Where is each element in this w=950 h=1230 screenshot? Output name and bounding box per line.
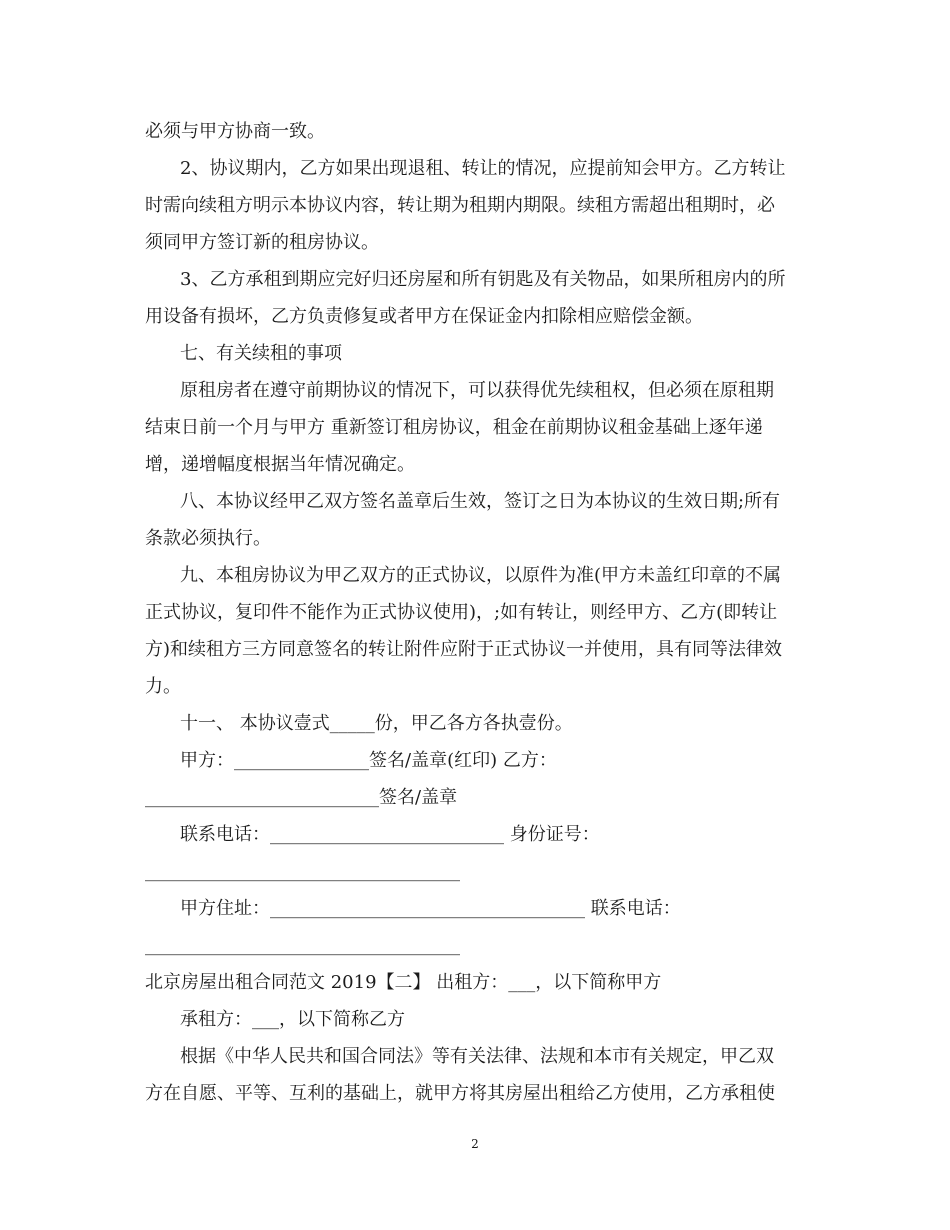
page-number: 2 <box>471 1137 479 1151</box>
paragraph-line: 承租方：___，以下简称乙方 <box>180 1009 405 1030</box>
signature-line: __________________________签名/盖章 <box>145 787 458 808</box>
paragraph-line: 结束日前一个月与甲方 重新签订租房协议，租金在前期协议租金基础上逐年递 <box>145 417 763 438</box>
address-line: 甲方住址：___________________________________ 联系电话： <box>180 898 681 919</box>
paragraph-line: 增，递增幅度根据当年情况确定。 <box>145 454 415 475</box>
paragraph-line: 正式协议，复印件不能作为正式协议使用)，;如有转让，则经甲方、乙方(即转让 <box>145 602 778 623</box>
paragraph-line: 必须与甲方协商一致。 <box>145 121 325 142</box>
paragraph-line: 九、本租房协议为甲乙双方的正式协议，以原件为准(甲方未盖红印章的不属 <box>180 565 782 586</box>
paragraph-line: 根据《中华人民共和国合同法》等有关法律、法规和本市有关规定，甲乙双 <box>180 1046 774 1067</box>
paragraph-line: 须同甲方签订新的租房协议。 <box>145 232 379 253</box>
blank-line: ___________________________________ <box>145 861 460 882</box>
paragraph-line: 3、乙方承租到期应完好归还房屋和所有钥匙及有关物品，如果所租房内的所 <box>180 269 786 290</box>
section-heading: 七、有关续租的事项 <box>180 343 342 364</box>
paragraph-line: 2、协议期内，乙方如果出现退租、转让的情况，应提前知会甲方。乙方转让 <box>180 158 786 179</box>
signature-line: 甲方：_______________签名/盖章(红印) 乙方： <box>180 750 557 771</box>
paragraph-line: 用设备有损坏，乙方负责修复或者甲方在保证金内扣除相应赔偿金额。 <box>145 306 703 327</box>
contact-line: 联系电话：__________________________ 身份证号： <box>180 824 600 845</box>
blank-line: ___________________________________ <box>145 935 460 956</box>
paragraph-line: 条款必须执行。 <box>145 528 271 549</box>
paragraph-line: 原租房者在遵守前期协议的情况下，可以获得优先续租权，但必须在原租期 <box>180 380 774 401</box>
paragraph-line: 时需向续租方明示本协议内容，转让期为租期内期限。续租方需超出租期时，必 <box>145 195 775 216</box>
contract-title-line: 北京房屋出租合同范文 2019【二】 出租方：___，以下简称甲方 <box>145 972 662 993</box>
paragraph-line: 力。 <box>145 676 181 697</box>
paragraph-line: 方)和续租方三方同意签名的转让附件应附于正式协议一并使用，具有同等法律效 <box>145 639 783 660</box>
paragraph-line: 十一、 本协议壹式_____份，甲乙各方各执壹份。 <box>180 713 573 734</box>
paragraph-line: 八、本协议经甲乙双方签名盖章后生效，签订之日为本协议的生效日期;所有 <box>180 491 781 512</box>
paragraph-line: 方在自愿、平等、互利的基础上，就甲方将其房屋出租给乙方使用，乙方承租使 <box>145 1083 775 1104</box>
